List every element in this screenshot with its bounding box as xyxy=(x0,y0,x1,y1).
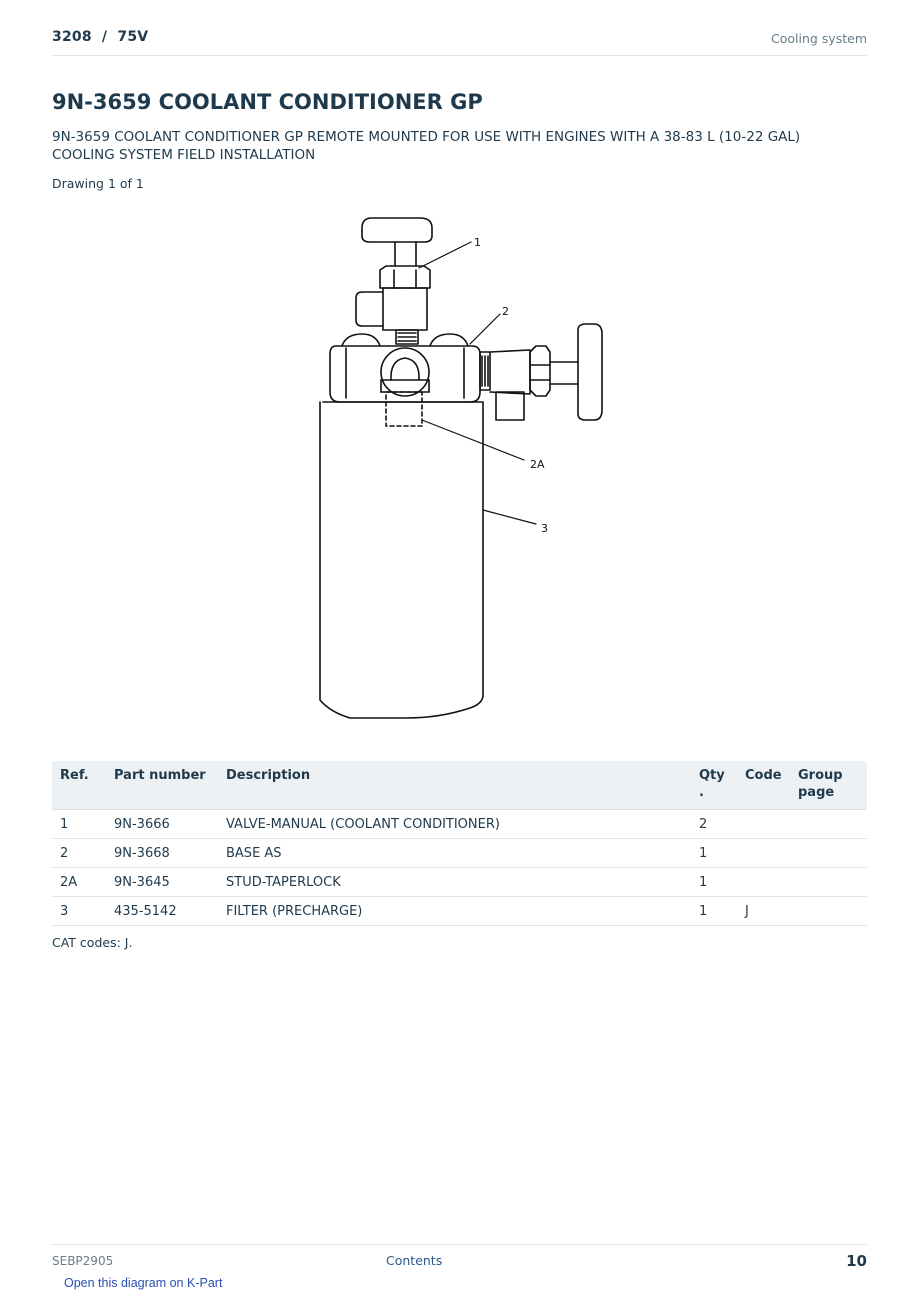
description-cell: STUD-TAPERLOCK xyxy=(218,868,691,897)
qty-cell: 2 xyxy=(691,810,737,839)
ref-cell: 3 xyxy=(52,897,106,926)
parts-table xyxy=(52,761,867,926)
drawing-label: Drawing 1 of 1 xyxy=(52,176,144,191)
page-header xyxy=(52,29,867,56)
description-cell: BASE AS xyxy=(218,839,691,868)
top-valve-drawing xyxy=(356,218,432,344)
ref-cell: 1 xyxy=(52,810,106,839)
document-id: SEBP2905 xyxy=(52,1254,114,1268)
table-row xyxy=(52,839,867,868)
col-description-header: Description xyxy=(218,761,691,810)
parts-diagram xyxy=(300,210,620,730)
table-header-row xyxy=(52,761,867,810)
page-title: 9N-3659 COOLANT CONDITIONER GP xyxy=(52,90,483,114)
qty-cell: 1 xyxy=(691,839,737,868)
cat-codes-note: CAT codes: J. xyxy=(52,935,133,950)
ref-cell: 2 xyxy=(52,839,106,868)
page-footer xyxy=(52,1244,867,1275)
page-number: 10 xyxy=(846,1252,867,1270)
base-drawing xyxy=(330,334,480,426)
group-page-cell xyxy=(790,810,867,839)
col-code-header: Code xyxy=(737,761,790,810)
code-cell: J xyxy=(737,897,790,926)
ref-cell: 2A xyxy=(52,868,106,897)
filter-canister-drawing xyxy=(320,402,483,718)
part-number-cell: 9N-3668 xyxy=(106,839,218,868)
callout-3-label: 3 xyxy=(541,522,548,535)
table-row xyxy=(52,897,867,926)
page-subtitle: 9N-3659 COOLANT CONDITIONER GP REMOTE MOUNTED FOR USE WITH ENGINES WITH A 38-83 L (10-22 GAL) COOLING SYSTEM FIELD INSTALLATION xyxy=(52,129,801,163)
code-cell xyxy=(737,810,790,839)
col-group-page-header: Group page xyxy=(790,761,867,810)
part-number-cell: 9N-3666 xyxy=(106,810,218,839)
model-label: 3208 / 75V xyxy=(52,29,149,45)
group-page-cell xyxy=(790,839,867,868)
code-cell xyxy=(737,839,790,868)
group-page-cell xyxy=(790,868,867,897)
callout-2-label: 2 xyxy=(502,305,509,318)
code-cell xyxy=(737,868,790,897)
part-number-cell: 9N-3645 xyxy=(106,868,218,897)
description-cell: FILTER (PRECHARGE) xyxy=(218,897,691,926)
qty-cell: 1 xyxy=(691,868,737,897)
table-row xyxy=(52,868,867,897)
part-number-cell: 435-5142 xyxy=(106,897,218,926)
callout-1-label: 1 xyxy=(474,236,481,249)
col-qty-header: Qty . xyxy=(691,761,737,810)
section-label: Cooling system xyxy=(771,31,867,46)
col-part-number-header: Part number xyxy=(106,761,218,810)
contents-link[interactable]: Contents xyxy=(386,1253,443,1268)
col-ref-header: Ref. xyxy=(52,761,106,810)
callout-2a-label: 2A xyxy=(530,458,545,471)
callout-leaders xyxy=(419,242,536,524)
table-row xyxy=(52,810,867,839)
side-valve-drawing xyxy=(480,324,602,420)
qty-cell: 1 xyxy=(691,897,737,926)
kpart-diagram-link[interactable]: Open this diagram on K-Part xyxy=(64,1276,223,1290)
group-page-cell xyxy=(790,897,867,926)
description-cell: VALVE-MANUAL (COOLANT CONDITIONER) xyxy=(218,810,691,839)
